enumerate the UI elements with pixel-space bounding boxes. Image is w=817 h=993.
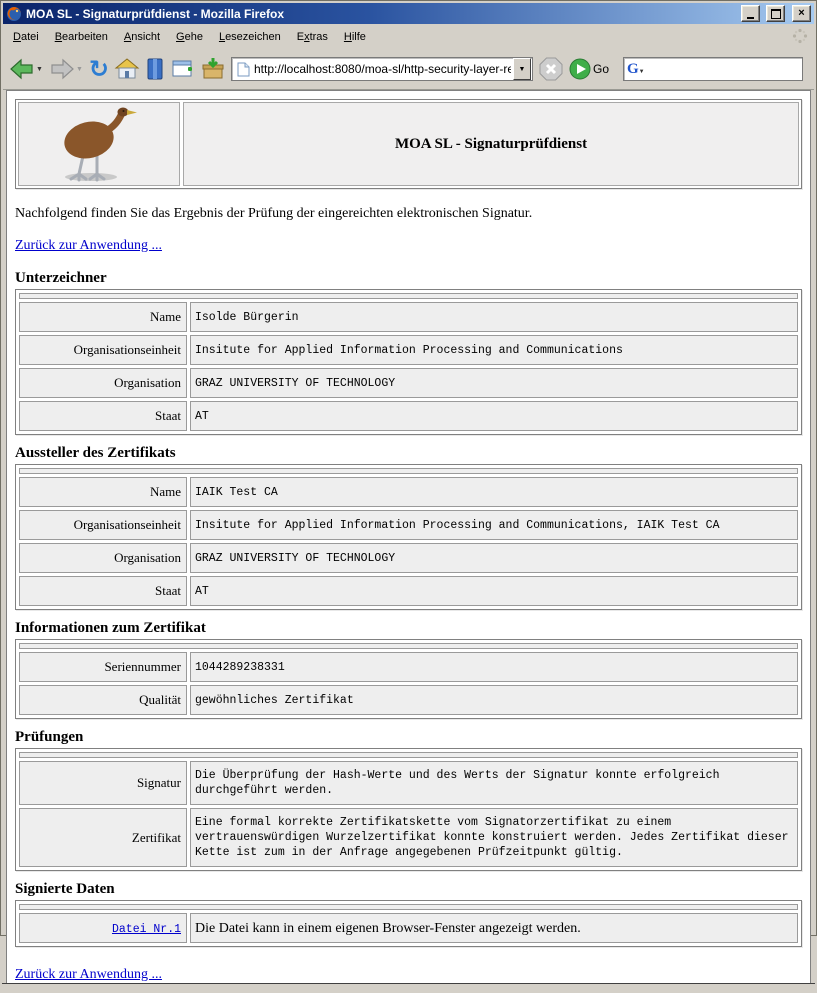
row-value: AT (190, 576, 798, 606)
row-label: Seriennummer (19, 652, 187, 682)
row-label: Organisationseinheit (19, 335, 187, 365)
menu-ansicht[interactable]: Ansicht (123, 30, 161, 43)
google-icon[interactable]: G (627, 60, 639, 77)
url-bar (231, 57, 533, 81)
row-label: Qualität (19, 685, 187, 715)
table-row (19, 368, 798, 398)
search-engine-dropdown-icon[interactable]: ▼ (638, 69, 645, 75)
datei-nr1-link[interactable]: Datei Nr.1 (111, 923, 181, 936)
forward-dropdown-icon[interactable]: ▼ (75, 65, 83, 73)
row-label: Zertifikat (19, 808, 187, 867)
throbber-icon (792, 28, 808, 49)
table-row (19, 652, 798, 682)
row-value: Die Überprüfung der Hash-Werte und des Werts der Signatur konnte erfolgreich durchgeführt werden. (190, 761, 798, 805)
section-heading-unterzeichner: Unterzeichner (15, 270, 107, 286)
row-label: Name (19, 302, 187, 332)
row-value: gewöhnliches Zertifikat (190, 685, 798, 715)
downloads-button[interactable] (201, 57, 225, 81)
navigation-toolbar (3, 49, 814, 90)
stop-icon (539, 57, 563, 81)
table-row (19, 761, 798, 805)
row-label: Signatur (19, 761, 187, 805)
home-icon (115, 57, 139, 81)
home-button[interactable] (115, 57, 139, 81)
row-label: Staat (19, 576, 187, 606)
menu-extras[interactable]: Extras (296, 30, 328, 43)
row-value: Eine formal korrekte Zertifikatskette vom Signatorzertifikat zu einem vertrauenswürdigen Wurzelzertifikat konnte konstruiert werden. Jedes Zertifikat dieser Kette ist zum in der Anfrage angegebenen Prüfzeitpunkt gültig. (190, 808, 798, 867)
reload-icon: ↻ (88, 55, 109, 83)
back-to-application-link-bottom[interactable]: Zurück zur Anwendung ... (15, 967, 162, 982)
table-row (19, 335, 798, 365)
forward-button[interactable] (49, 57, 83, 81)
section-heading-pruefungen: Prüfungen (15, 729, 84, 745)
row-value: Insitute for Applied Information Processing and Communications (190, 335, 798, 365)
signierte-daten-table (15, 900, 802, 947)
row-label (19, 913, 187, 943)
bookmarks-book-icon (145, 57, 165, 81)
window-title: MOA SL - Signaturprüfdienst - Mozilla Firefox (26, 6, 285, 21)
table-row (19, 302, 798, 332)
moa-bird-logo (18, 102, 180, 186)
menu-lesezeichen[interactable]: Lesezeichen (218, 30, 281, 43)
back-to-application-link-top[interactable]: Zurück zur Anwendung ... (15, 238, 162, 253)
firefox-icon (6, 6, 22, 22)
row-value: Isolde Bürgerin (190, 302, 798, 332)
pruefungen-table (15, 748, 802, 871)
url-dropdown-button[interactable]: ▼ (513, 58, 531, 80)
unterzeichner-table (15, 289, 802, 435)
back-dropdown-icon[interactable]: ▼ (36, 65, 43, 73)
row-label: Organisation (19, 543, 187, 573)
zertifikat-info-table (15, 639, 802, 719)
table-header-spacer (19, 468, 798, 474)
row-value: Die Datei kann in einem eigenen Browser-Fenster angezeigt werden. (190, 913, 798, 943)
close-button[interactable]: × (792, 5, 811, 22)
table-row (19, 543, 798, 573)
menu-datei[interactable]: Datei (13, 30, 39, 43)
minimize-button[interactable] (741, 5, 760, 22)
table-header-spacer (19, 293, 798, 299)
section-heading-signierte-daten: Signierte Daten (15, 881, 115, 897)
table-row (19, 913, 798, 943)
menu-gehe[interactable]: Gehe (176, 30, 203, 43)
section-heading-zertifikat-info: Informationen zum Zertifikat (15, 620, 206, 636)
downloads-icon (201, 57, 225, 81)
table-row (19, 685, 798, 715)
row-label: Organisation (19, 368, 187, 398)
menu-bearbeiten[interactable]: Bearbeiten (54, 30, 108, 43)
search-bar (623, 57, 803, 81)
stop-button[interactable] (539, 57, 563, 81)
back-icon (9, 57, 35, 81)
table-row (19, 808, 798, 867)
reload-button[interactable] (88, 55, 109, 83)
table-row (19, 576, 798, 606)
intro-text: Nachfolgend finden Sie das Ergebnis der Prüfung der eingereichten elektronischen Signatur. (15, 206, 533, 221)
page-banner (15, 99, 802, 189)
table-row (19, 401, 798, 431)
section-heading-aussteller: Aussteller des Zertifikats (15, 445, 176, 461)
row-value: Insitute for Applied Information Processing and Communications, IAIK Test CA (190, 510, 798, 540)
row-value: GRAZ UNIVERSITY OF TECHNOLOGY (190, 368, 798, 398)
row-label: Name (19, 477, 187, 507)
table-header-spacer (19, 752, 798, 758)
new-window-button[interactable] (171, 57, 195, 81)
new-window-icon (171, 57, 195, 81)
page-content (6, 90, 811, 983)
go-icon (569, 58, 591, 80)
forward-icon (49, 57, 75, 81)
table-row (19, 477, 798, 507)
menubar (3, 24, 814, 49)
maximize-button[interactable] (766, 5, 785, 22)
go-button[interactable] (569, 58, 609, 80)
page-icon (237, 62, 250, 77)
search-input[interactable] (647, 61, 802, 77)
row-label: Staat (19, 401, 187, 431)
table-header-spacer (19, 643, 798, 649)
url-input[interactable] (252, 62, 513, 76)
row-value: IAIK Test CA (190, 477, 798, 507)
titlebar (3, 3, 814, 24)
menu-hilfe[interactable]: Hilfe (343, 30, 366, 43)
bookmarks-button[interactable] (145, 57, 165, 81)
row-value: GRAZ UNIVERSITY OF TECHNOLOGY (190, 543, 798, 573)
row-value: 1044289238331 (190, 652, 798, 682)
table-row (19, 510, 798, 540)
moa-bird-icon (39, 104, 159, 184)
table-header-spacer (19, 904, 798, 910)
go-label: Go (592, 62, 609, 76)
row-value: AT (190, 401, 798, 431)
aussteller-table (15, 464, 802, 610)
banner-title: MOA SL - Signaturprüfdienst (183, 102, 799, 186)
back-button[interactable] (9, 57, 43, 81)
window-bottom-frame (2, 983, 815, 993)
row-label: Organisationseinheit (19, 510, 187, 540)
